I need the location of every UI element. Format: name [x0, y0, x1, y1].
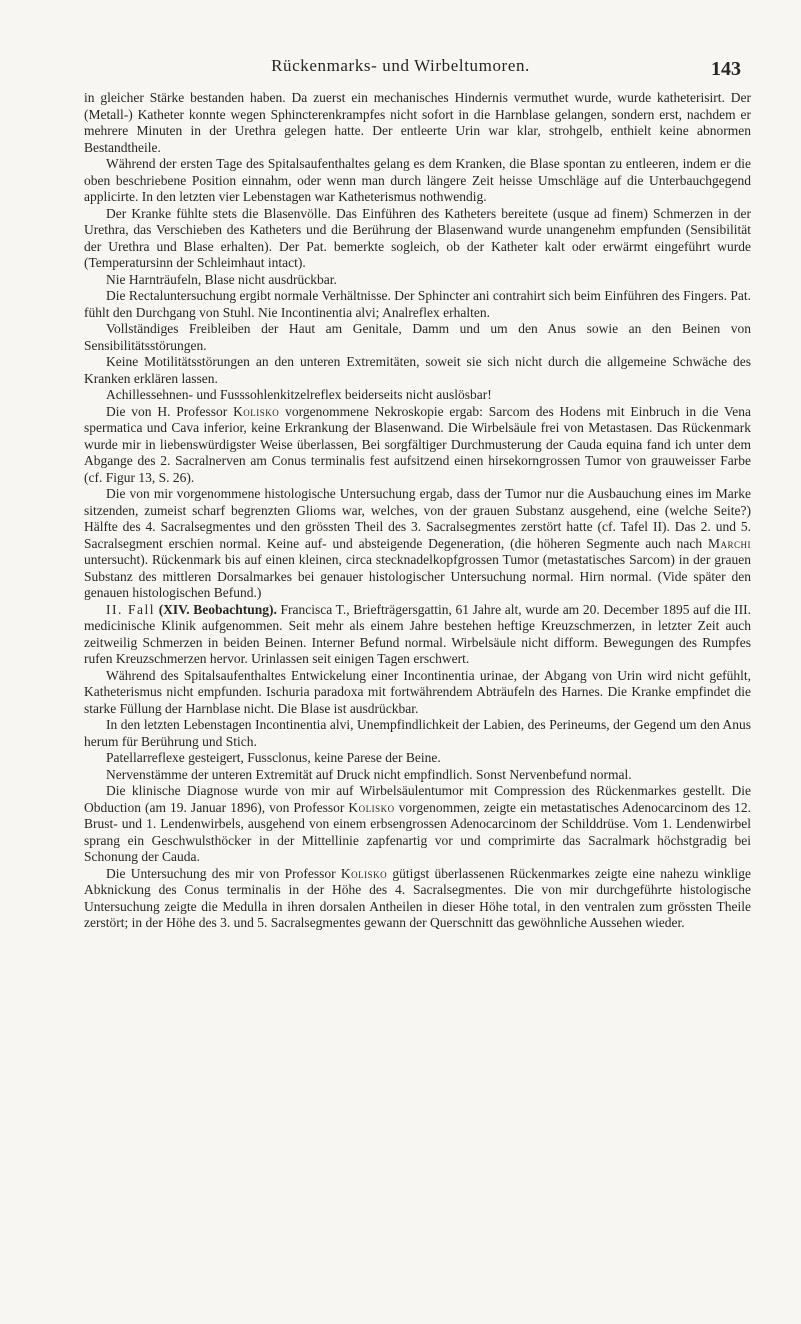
paragraph: Während der ersten Tage des Spitalsaufenthaltes gelang es dem Kranken, die Blase spontan zu entleeren, indem er die oben beschriebene Position einnahm, oder wenn man durch längere Zeit heisse Umschläge auf die Unterbauchgegend applicirte. In den letzten vier Lebenstagen war Katheterismus nothwendig. [84, 156, 751, 204]
author-name: Kolisko [233, 403, 280, 419]
author-name: Kolisko [348, 799, 395, 815]
paragraph-text: vorgenommen, zeigte ein metastatisches Adenocarcinom des 12. Brust- und 1. Lendenwirbels, ausgehend von einem erbsengrossen Adenocarcinom der Schilddrüse. Vom 1. Lendenwirbel sprang ein Geschwulsthöcker in der Mittellinie zapfenartig vor und comprimirte das Sacralmark höchstgradig bei Schonung der Cauda. [84, 799, 751, 864]
paragraph: Während des Spitalsaufenthaltes Entwickelung einer Incontinentia urinae, der Abgang von Urin wird nicht gefühlt, Katheterismus nicht empfunden. Ischuria paradoxa mit fortwährendem Abträufeln des Harnes. Die Kranke empfindet die starke Füllung der Harnblase nicht. Die Blase ist ausdrückbar. [84, 667, 751, 716]
paragraph-text: gütigst überlassenen Rückenmarkes zeigte eine nahezu winklige Abknickung des Conus terminalis in der Höhe des 4. Sacralsegmentes. Die von mir durchgeführte histologische Untersuchung zeigte die Medulla in ihren dorsalen Antheilen in dieser Höhe total, in den ventralen zum grössten Theile zerstört; in der Höhe des 3. und 5. Sacralsegmentes gewann der Querschnitt das gewöhnliche Aussehen wieder. [84, 865, 751, 930]
paragraph: Die Rectaluntersuchung ergibt normale Verhältnisse. Der Sphincter ani contrahirt sich beim Einführen des Fingers. Pat. fühlt den Durchgang von Stuhl. Nie Incontinentia alvi; Analreflex erhalten. [84, 288, 751, 320]
paragraph-text: Die von mir vorgenommene histologische Untersuchung ergab, dass der Tumor nur die Ausbauchung eines im Marke sitzenden, zumeist scharf begrenzten Glioms war, welches, von der grauen Substanz ausgehend, eine (welche Seite?) Hälfte des 4. Sacralsegmentes und den grössten Theil des 3. Sacralsegmentes zerstört hatte (cf. Tafel II). Das 2. und 5. Sacralsegment erschien normal. Keine auf- und absteigende Degeneration, (die höheren Segmente auch nach [84, 486, 751, 551]
paragraph: Keine Motilitätsstörungen an den unteren Extremitäten, soweit sie sich nicht durch die allgemeine Schwäche des Kranken erklären lassen. [84, 354, 751, 386]
case-heading: (XIV. Beobachtung). [158, 601, 277, 617]
author-name: Marchi [707, 535, 751, 551]
paragraph: In den letzten Lebenstagen Incontinentia alvi, Unempfindlichkeit der Labien, des Perineums, der Gegend um den Anus herum für Berührung und Stich. [84, 717, 751, 749]
paragraph: in gleicher Stärke bestanden haben. Da zuerst ein mechanisches Hindernis vermuthet wurde, wurde katheterisirt. Der (Metall-) Katheter konnte wegen Sphincterenkrampfes nicht sofort in die Harnblase gelangen, sondern erst, nachdem er mehrere Minuten in der Urethra gelegen hatte. Der entleerte Urin war klar, strohgelb, enthielt keine abnormen Bestandtheile. [84, 90, 751, 155]
paragraph-text: Die Untersuchung des mir von Professor [106, 865, 341, 881]
paragraph [84, 866, 751, 932]
author-name: Kolisko [340, 865, 388, 881]
paragraph-text: vorgenommene Nekroskopie ergab: Sarcom des Hodens mit Einbruch in die Vena spermatica und Cava inferior, keine Erkrankung der Blasenwand. Die Wirbelsäule frei von Metastasen. Das Rückenmark wurde mir in liebenswürdigster Weise überlassen, Bei sorgfältiger Durchmusterung der Cauda equina fand ich unter dem Abgange des 2. Sacralnerven am Conus terminalis fest aufsitzend einen hirsekorngrossen Tumor von grauweisser Farbe (cf. Figur 13, S. 26). [84, 403, 751, 485]
paragraph [84, 783, 751, 866]
paragraph-text: Francisca T., Briefträgersgattin, 61 Jahre alt, wurde am 20. December 1895 auf die III. medicinische Klinik aufgenommen. Seit mehr als einem Jahre bestehen heftige Kreuzschmerzen, in letzter Zeit auch zeitweilig Schmerzen in beiden Beinen. Interner Befund normal. Wirbelsäule nicht difform. Bewegungen des Rumpfes rufen Kreuzschmerzen hervor. Urinlassen seit einigen Tagen erschwert. [84, 601, 752, 666]
paragraph-text: untersucht). Rückenmark bis auf einen kleinen, circa stecknadelkopfgrossen Tumor (metastatisches Sarcom) in der grauen Substanz des mittleren Dorsalmarkes bei genauer histologischer Untersuchung normal. Hirn normal. (Vide später den genauen histologischen Befund.) [84, 552, 751, 600]
paragraph: Vollständiges Freibleiben der Haut am Genitale, Damm und um den Anus sowie an den Beinen von Sensibilitätsstörungen. [84, 321, 751, 353]
paragraph: Der Kranke fühlte stets die Blasenvölle. Das Einführen des Katheters bereitete (usque ad finem) Schmerzen in der Urethra, das Verschieben des Katheters und die Berührung der Blasenwand wurde unangenehm empfunden (Sensibilität der Urethra und Blase erhalten). Der Pat. bemerkte sogleich, ob der Katheter kalt oder erwärmt eingeführt wurde (Temperatursinn der Schleimhaut intact). [84, 205, 751, 270]
paragraph [84, 486, 751, 602]
paragraph-text: Die klinische Diagnose wurde von mir auf Wirbelsäulentumor mit Compression des Rückenmarkes gestellt. Die Obduction (am 19. Januar 1896), von Professor [84, 783, 751, 815]
paragraph: Nie Harnträufeln, Blase nicht ausdrückbar. [106, 271, 337, 287]
paragraph [84, 602, 751, 668]
paragraph: Patellarreflexe gesteigert, Fussclonus, keine Parese der Beine. [106, 750, 441, 765]
paragraph [84, 404, 751, 487]
paragraph: Nervenstämme der unteren Extremität auf Druck nicht empfindlich. Sonst Nervenbefund normal. [106, 766, 632, 782]
paragraph: Achillessehnen- und Fusssohlenkitzelreflex beiderseits nicht auslösbar! [106, 387, 492, 402]
page-number: 143 [711, 58, 741, 80]
body-text [84, 90, 751, 932]
case-label: II. Fall [106, 601, 156, 617]
paragraph-text: Die von H. Professor [106, 403, 234, 419]
running-head: Rückenmarks- und Wirbeltumoren. [271, 56, 530, 75]
